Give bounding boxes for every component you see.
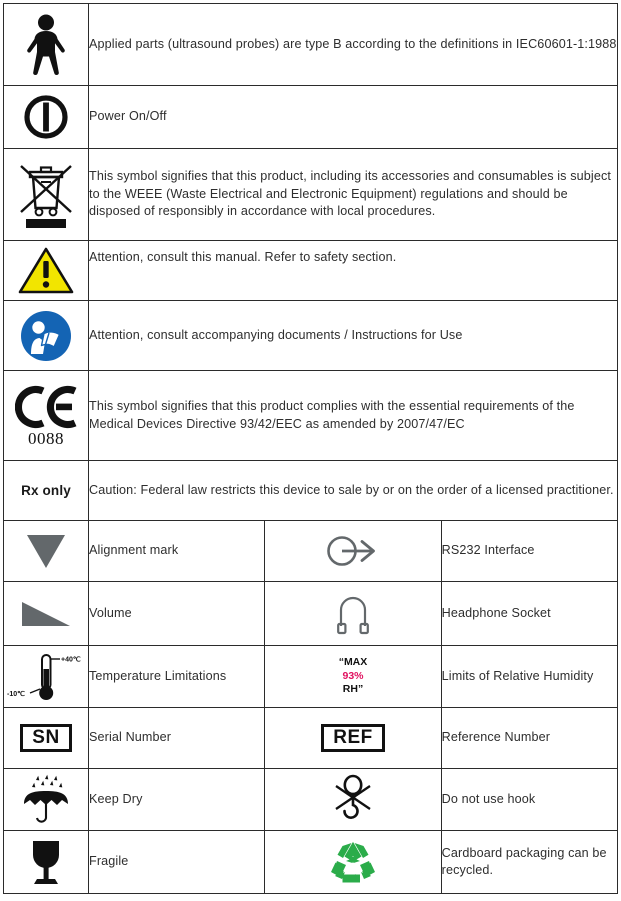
row-description: Keep Dry	[89, 769, 265, 831]
row-description: Alignment mark	[89, 521, 265, 582]
weee-crossed-bin-icon	[4, 160, 88, 230]
power-on-off-icon	[4, 93, 88, 141]
row-description-2: Do not use hook	[441, 769, 617, 831]
icon-cell-2	[265, 831, 441, 894]
row-description: Caution: Federal law restricts this device to sale by or on the order of a licensed practitioner.	[89, 461, 618, 521]
icon-cell	[4, 86, 89, 149]
consult-instructions-for-use-icon	[4, 310, 88, 362]
row-description: This symbol signifies that this product complies with the essential requirements of the Medical Devices Directive 93/42/EEC as amended by 2007/47/EC	[89, 371, 618, 461]
relative-humidity-limit-label	[265, 656, 440, 696]
table-row	[4, 4, 618, 86]
icon-cell	[4, 149, 89, 241]
table-row	[4, 769, 618, 831]
keep-dry-umbrella-icon	[4, 774, 88, 826]
icon-cell-2	[265, 769, 441, 831]
icon-cell	[4, 708, 89, 769]
icon-cell	[4, 831, 89, 894]
row-description-2: Limits of Relative Humidity	[441, 646, 617, 708]
icon-cell	[4, 371, 89, 461]
row-description: Applied parts (ultrasound probes) are type B according to the definitions in IEC60601-1:1988	[89, 4, 618, 86]
alignment-mark-triangle-icon	[4, 532, 88, 570]
type-b-applied-part-icon	[4, 14, 88, 76]
recyclable-cardboard-icon	[265, 839, 440, 885]
table-row	[4, 301, 618, 371]
svg-text:+40℃: +40℃	[61, 656, 81, 663]
symbols-table	[3, 3, 618, 894]
row-description-2: Reference Number	[441, 708, 617, 769]
icon-cell-2	[265, 521, 441, 582]
icon-cell-2	[265, 646, 441, 708]
humidity-line-percent: 93%	[342, 669, 364, 682]
row-description-2: Cardboard packaging can be recycled.	[441, 831, 617, 894]
temperature-limitation-thermometer-icon	[4, 649, 88, 705]
fragile-glass-icon	[4, 836, 88, 888]
table-row	[4, 86, 618, 149]
icon-cell	[4, 241, 89, 301]
table-row	[4, 708, 618, 769]
row-description: Attention, consult accompanying documents / Instructions for Use	[89, 301, 618, 371]
row-description: Serial Number	[89, 708, 265, 769]
svg-text:-10℃: -10℃	[7, 690, 25, 698]
icon-cell	[4, 4, 89, 86]
row-description: Volume	[89, 582, 265, 646]
row-description-2: RS232 Interface	[441, 521, 617, 582]
row-description: Temperature Limitations	[89, 646, 265, 708]
icon-cell	[4, 521, 89, 582]
headphone-socket-icon	[265, 592, 440, 636]
humidity-line-rh: RH”	[342, 683, 364, 696]
table-row	[4, 461, 618, 521]
attention-warning-triangle-icon	[4, 246, 88, 296]
icon-cell	[4, 461, 89, 521]
row-description-2: Headphone Socket	[441, 582, 617, 646]
humidity-line-max: “MAX	[338, 656, 368, 669]
ce-mark-icon	[4, 385, 88, 447]
icon-cell	[4, 769, 89, 831]
serial-number-box-icon: SN	[20, 724, 71, 753]
icon-cell	[4, 582, 89, 646]
table-row	[4, 646, 618, 708]
table-row	[4, 241, 618, 301]
row-description: Attention, consult this manual. Refer to safety section.	[89, 241, 618, 301]
icon-cell	[4, 646, 89, 708]
table-row	[4, 831, 618, 894]
table-row	[4, 149, 618, 241]
table-row	[4, 371, 618, 461]
row-description: Power On/Off	[89, 86, 618, 149]
ce-notified-body-number: 0088	[28, 428, 64, 448]
rx-only-label: Rx only	[21, 483, 71, 498]
table-row	[4, 521, 618, 582]
rs232-interface-icon	[265, 532, 440, 570]
do-not-use-hook-icon	[265, 774, 440, 826]
icon-cell-2	[265, 582, 441, 646]
icon-cell	[4, 301, 89, 371]
reference-number-box-icon: REF	[321, 724, 385, 753]
table-row	[4, 582, 618, 646]
row-description: Fragile	[89, 831, 265, 894]
row-description: This symbol signifies that this product, including its accessories and consumables is subject to the WEEE (Waste Electrical and Electronic Equipment) regulations and should be disposed of responsibly in accordance with local procedures.	[89, 149, 618, 241]
icon-cell-2	[265, 708, 441, 769]
volume-wedge-icon	[4, 599, 88, 629]
